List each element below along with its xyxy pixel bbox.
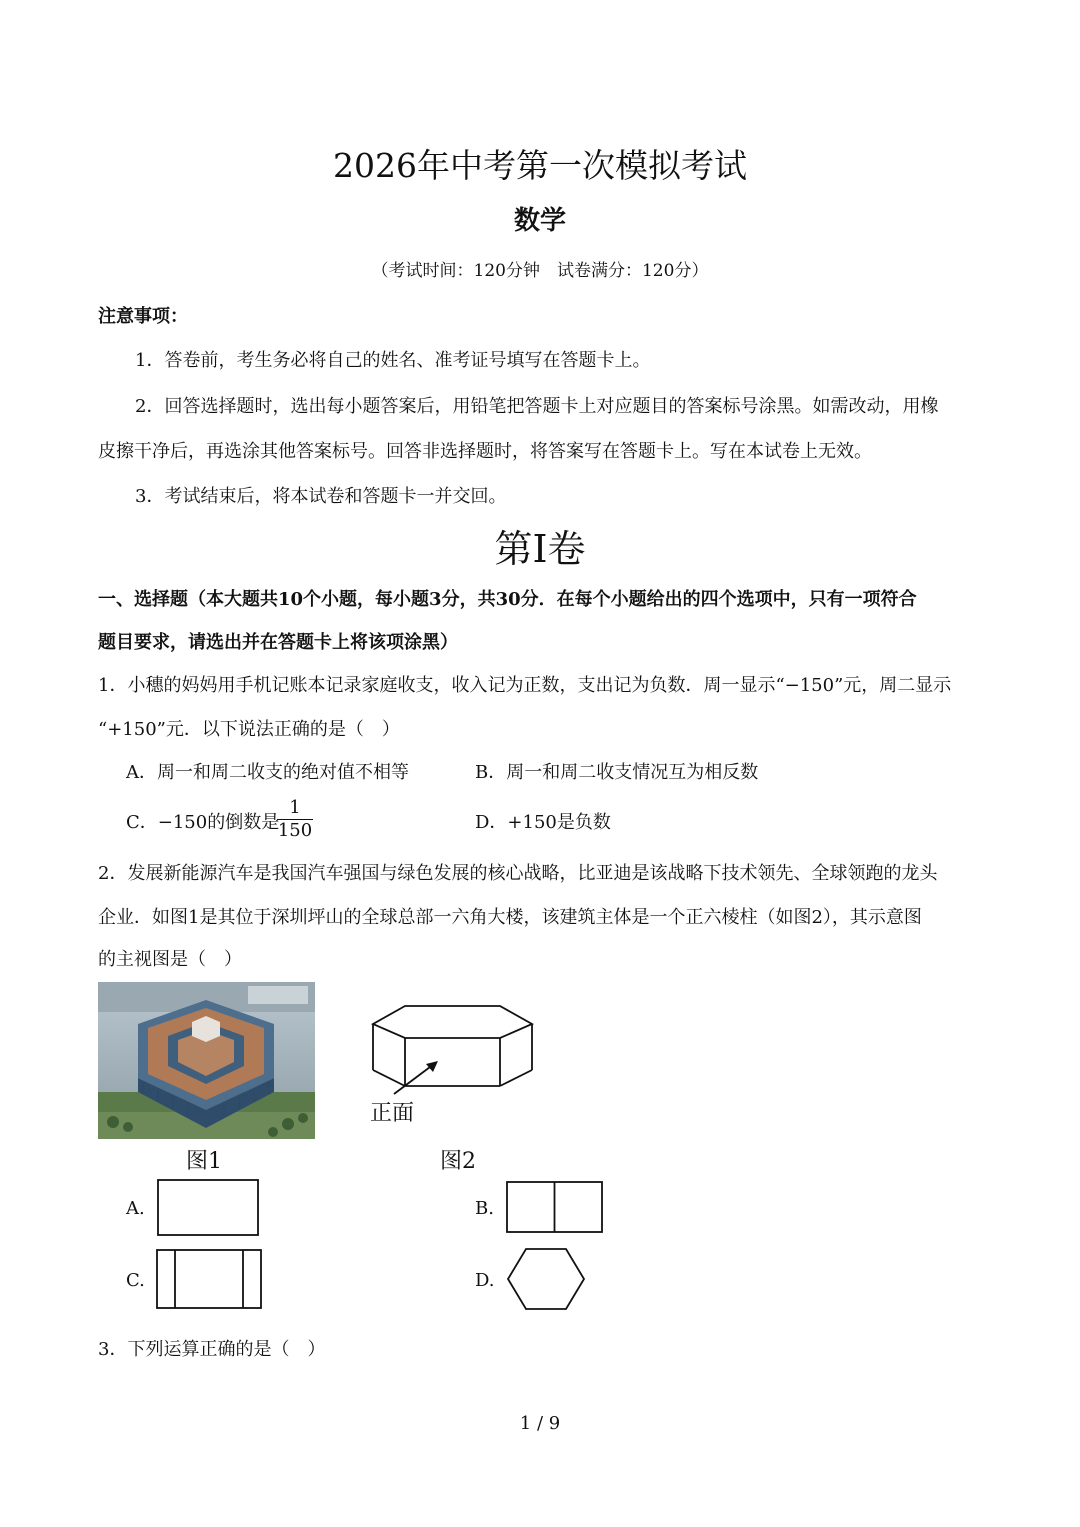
fraction-numerator: 1 <box>289 797 301 818</box>
q1-option-a: A．周一和周二收支的绝对值不相等 <box>126 762 409 783</box>
page-number: 1 / 9 <box>519 1413 561 1434</box>
q2-option-d-figure <box>505 1246 587 1314</box>
section-1-line-2: 题目要求，请选出并在答题卡上将该项涂黑） <box>98 632 458 653</box>
volume-heading: 第I卷 <box>494 527 586 571</box>
notice-item-1: 1．答卷前，考生务必将自己的姓名、准考证号填写在答题卡上。 <box>135 350 651 371</box>
exam-title: 2026年中考第一次模拟考试 <box>333 146 747 185</box>
figure-1-caption: 图1 <box>186 1149 222 1174</box>
exam-subject: 数学 <box>513 206 566 236</box>
q1-line-2: “+150”元．以下说法正确的是（ ） <box>98 719 400 740</box>
figure-1-building-photo <box>98 982 315 1139</box>
q1-option-c-fraction <box>277 797 313 842</box>
q2-option-b-figure <box>505 1180 605 1236</box>
q1-line-1: 1．小穗的妈妈用手机记账本记录家庭收支，收入记为正数，支出记为负数．周一显示“−150”元，周二显示 <box>98 675 952 696</box>
q2-option-b-label: B. <box>475 1198 494 1219</box>
q1-option-c: C．−150的倒数是 <box>126 812 280 833</box>
q2-option-a-label: A. <box>126 1198 145 1219</box>
q1-option-b: B．周一和周二收支情况互为相反数 <box>475 762 759 783</box>
q2-option-a-figure <box>156 1178 262 1238</box>
q3-line-1: 3．下列运算正确的是（ ） <box>98 1339 326 1360</box>
front-direction-arrow-icon <box>390 1058 445 1098</box>
notice-item-3: 3．考试结束后，将本试卷和答题卡一并交回。 <box>135 486 507 507</box>
q1-option-d: D．+150是负数 <box>475 812 611 833</box>
figure-2-caption: 图2 <box>440 1149 476 1174</box>
q2-option-c-label: C. <box>126 1270 145 1291</box>
section-1-line-1: 一、选择题（本大题共10个小题，每小题3分，共30分．在每个小题给出的四个选项中，只有一项符合 <box>98 589 917 610</box>
notice-item-2-line-2: 皮擦干净后，再选涂其他答案标号。回答非选择题时，将答案写在答题卡上。写在本试卷上无效。 <box>98 441 872 462</box>
q2-option-d-label: D. <box>475 1270 495 1291</box>
front-label: 正面 <box>370 1101 415 1126</box>
q2-line-3: 的主视图是（ ） <box>98 949 242 970</box>
q2-option-c-figure <box>155 1248 265 1312</box>
fraction-denominator: 150 <box>277 820 313 841</box>
q2-line-2: 企业．如图1是其位于深圳坪山的全球总部一六角大楼，该建筑主体是一个正六棱柱（如图2），其示意图 <box>98 907 922 928</box>
q2-line-1: 2．发展新能源汽车是我国汽车强国与绿色发展的核心战略，比亚迪是该战略下技术领先、全球领跑的龙头 <box>98 863 938 884</box>
notice-item-2-line-1: 2．回答选择题时，选出每小题答案后，用铅笔把答题卡上对应题目的答案标号涂黑。如需改动，用橡 <box>135 396 939 417</box>
notice-heading: 注意事项： <box>98 306 188 327</box>
exam-meta: （考试时间：120分钟 试卷满分：120分） <box>371 261 709 281</box>
